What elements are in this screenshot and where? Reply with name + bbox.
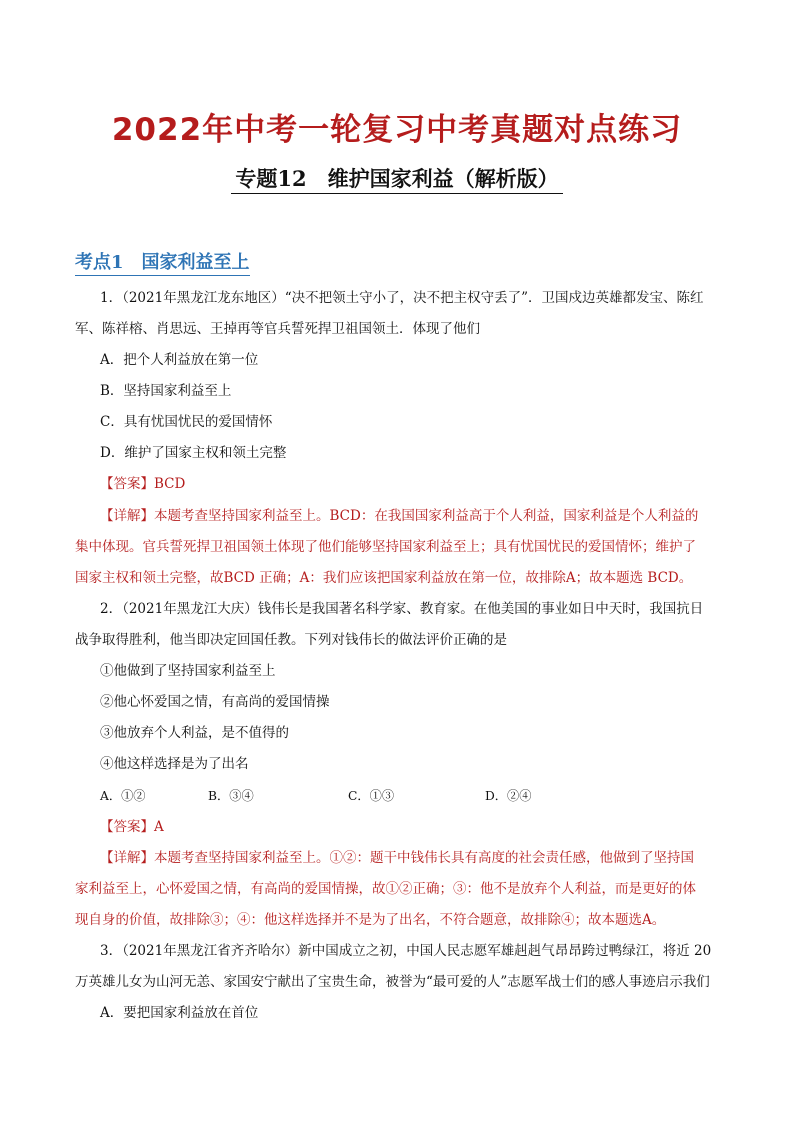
q1-answer: 【答案】BCD (100, 476, 186, 492)
q1-stem-line1: 1．（2021年黑龙江龙东地区）“决不把领土守小了，决不把主权守丢了”．卫国戍边英雄都发宝、陈红 (100, 290, 704, 306)
q1-option-b: B．坚持国家利益至上 (100, 383, 232, 399)
q1-detail-line3: 国家主权和领土完整，故BCD 正确；A：我们应该把国家利益放在第一位，故排除A；故本题选 BCD。 (75, 570, 693, 586)
q2-statement-3: ③他放弃个人利益，是不值得的 (100, 725, 289, 741)
q3-option-a: A．要把国家利益放在首位 (100, 1005, 259, 1021)
q2-answer: 【答案】A (100, 819, 164, 835)
q1-stem-line2: 军、陈祥榕、肖思远、王掉再等官兵誓死捍卫祖国领土．体现了他们 (75, 321, 480, 337)
q2-option-c: C．①③ (348, 789, 395, 803)
q3-stem-line2: 万英雄儿女为山河无恙、家国安宁献出了宝贵生命，被誉为“最可爱的人”志愿军战士们的感人事迹启示我们 (75, 974, 710, 990)
q2-detail-line2: 家利益至上，心怀爱国之情，有高尚的爱国情操，故①②正确；③：他不是放弃个人利益，而是更好的体 (75, 881, 696, 897)
q2-statement-4: ④他这样选择是为了出名 (100, 756, 249, 772)
q1-option-a: A．把个人利益放在第一位 (100, 352, 259, 368)
sub-title-text: 专题12 维护国家利益（解析版） (231, 166, 562, 194)
q2-stem-line2: 战争取得胜利，他当即决定回国任教。下列对钱伟长的做法评价正确的是 (75, 632, 507, 648)
q2-option-a: A．①② (100, 789, 146, 803)
q2-stem-line1: 2．（2021年黑龙江大庆）钱伟长是我国著名科学家、教育家。在他美国的事业如日中天时，我国抗日 (100, 601, 704, 617)
q2-statement-1: ①他做到了坚持国家利益至上 (100, 663, 276, 679)
sub-title (0, 163, 794, 193)
q1-detail-line1: 【详解】本题考查坚持国家利益至上。BCD：在我国国家利益高于个人利益，国家利益是个人利益的 (100, 508, 699, 524)
q2-option-b: B．③④ (208, 789, 254, 803)
q2-detail-line3: 现自身的价值，故排除③；④：他这样选择并不是为了出名，不符合题意，故排除④；故本题选A。 (75, 912, 666, 928)
q2-option-d: D．②④ (485, 789, 532, 803)
q1-option-d: D．维护了国家主权和领土完整 (100, 445, 287, 461)
main-title: 2022年中考一轮复习中考真题对点练习 (111, 112, 683, 148)
q1-option-c: C．具有忧国忧民的爱国情怀 (100, 414, 273, 430)
q1-detail-line2: 集中体现。官兵誓死捍卫祖国领土体现了他们能够坚持国家利益至上；具有忧国忧民的爱国情怀；维护了 (75, 539, 696, 555)
q2-statement-2: ②他心怀爱国之情，有高尚的爱国情操 (100, 694, 330, 710)
q3-stem-line1: 3．（2021年黑龙江省齐齐哈尔）新中国成立之初，中国人民志愿军雄赳赳气昂昂跨过鸭绿江，将近 20 (100, 943, 712, 959)
section-heading: 考点1 国家利益至上 (75, 248, 250, 276)
q2-detail-line1: 【详解】本题考查坚持国家利益至上。①②：题干中钱伟长具有高度的社会责任感，他做到了坚持国 (100, 850, 694, 866)
